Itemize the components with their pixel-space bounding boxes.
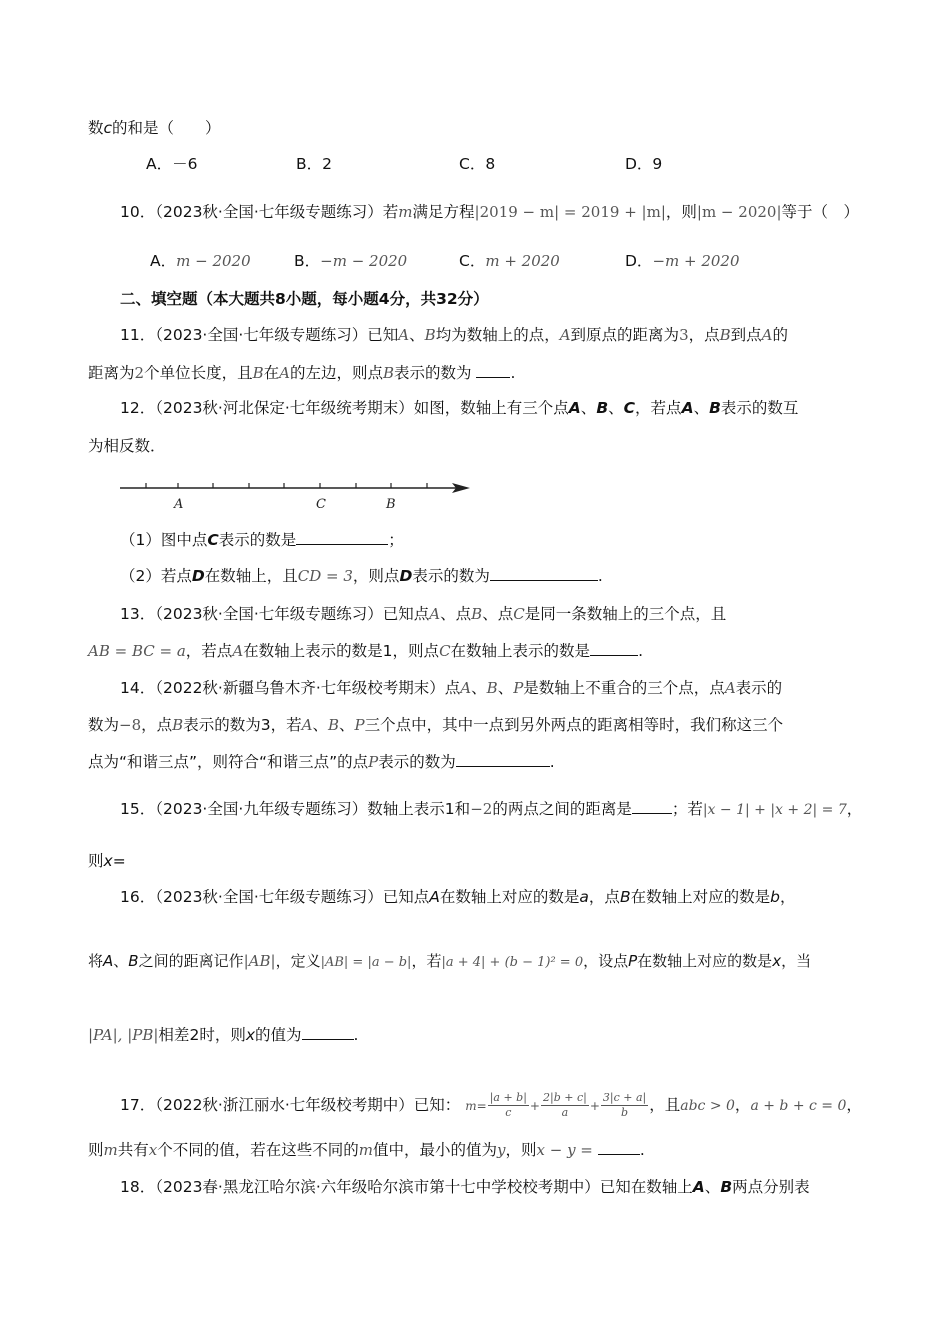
q10-option-b[interactable]: B．−m − 2020 [294,252,408,270]
q12-line-1: 12．（2023秋·河北保定·七年级统考期末）如图，数轴上有三个点A、B、C，若点A、B表示的数互 [120,399,799,417]
q16-line-1: 16．（2023秋·全国·七年级专题练习）已知点A在数轴上对应的数是a，点B在数轴上对应的数是b， [120,888,796,906]
q17-fraction-2: $\frac{2|b + c|}{a}$ [542,1091,587,1119]
q9-option-d[interactable]: D．9 [625,155,663,173]
q17-fraction-3: $\frac{3|c + a|}{b}$ [602,1091,647,1119]
q17-line-2: 则m共有x个不同的值，若在这些不同的m值中，最小的值为y，则x − y = . [88,1141,645,1159]
q14-line-3: 点为“和谐三点”，则符合“和谐三点”的点P表示的数为 . [88,753,555,771]
section-2-heading: 二、填空题（本大题共8小题，每小题4分，共32分） [120,290,489,308]
q13-answer-blank[interactable] [590,641,638,656]
q12-line-2: 为相反数． [88,437,166,455]
q14-answer-blank[interactable] [456,752,550,767]
q14-line-2: 数为−8，点B表示的数为3，若A、B、P三个点中，其中一点到另外两点的距离相等时，我们称这三个 [88,716,784,734]
figure-label-b: B [386,497,396,512]
q11-answer-blank[interactable] [476,363,510,378]
q9-option-b[interactable]: B．2 [296,155,332,173]
q15-equation: |x − 1| + |x + 2| = 7 [702,802,847,818]
q12-part-2-blank[interactable] [490,566,598,581]
q10-equation: |2019 − m| = 2019 + |m| [474,203,666,221]
q11-line-2: 距离为2个单位长度，且B在A的左边，则点B表示的数为 . [88,364,516,382]
q9-option-a[interactable]: A．－6 [146,155,198,173]
number-line-figure [116,476,476,516]
q17-line-1: 17．（2022秋·浙江丽水·七年级校考期中）已知： m= $\frac{|a + b|}{c}$ + $\frac{2|b + c|}{a}$ + $\frac{3|c + a|}{b}$ ，且abc > 0，a + b + c = 0， [120,1091,862,1119]
q10-expression: |m − 2020| [696,203,782,221]
number-line-ticks [146,483,427,488]
q14-line-1: 14．（2022秋·新疆乌鲁木齐·七年级校考期末）点A、B、P是数轴上不重合的三个点，点A表示的 [120,679,783,697]
q10-option-c[interactable]: C．m + 2020 [459,252,560,270]
q13-line-1: 13．（2023秋·全国·七年级专题练习）已知点A、点B、点C是同一条数轴上的三个点，且 [120,605,727,623]
q10-option-a[interactable]: A．m − 2020 [150,252,251,270]
q13-line-2: AB = BC = a，若点A在数轴上表示的数是1，则点C在数轴上表示的数是 . [88,642,643,660]
q9-option-c[interactable]: C．8 [459,155,496,173]
q10-stem: 10．（2023秋·全国·七年级专题练习）若m满足方程|2019 − m| = 2019 + |m|，则|m − 2020|等于（ ） [120,203,860,221]
q10-option-d[interactable]: D．−m + 2020 [625,252,740,270]
q18-line-1: 18．（2023春·黑龙江哈尔滨·六年级哈尔滨市第十七中学校校考期中）已知在数轴上A、B两点分别表 [120,1178,810,1196]
q17-answer-blank[interactable] [598,1140,640,1155]
q16-line-2: 将A、B之间的距离记作|AB|，定义|AB| = |a − b|，若|a + 4| + (b − 1)² = 0，设点P在数轴上对应的数是x，当 [88,952,812,970]
q12-part-2: （2）若点D在数轴上，且CD = 3，则点D表示的数为 . [120,567,603,585]
q17-fraction-1: $\frac{|a + b|}{c}$ [489,1091,527,1119]
q15-line-2: 则x= [88,852,126,870]
q16-line-3: |PA|, |PB|相差2时，则x的值为 . [88,1026,359,1044]
q11-line-1: 11．（2023·全国·七年级专题练习）已知A、B均为数轴上的点，A到原点的距离为3，点B到点A的 [120,326,789,344]
q15-distance-blank[interactable] [632,799,672,814]
figure-label-c: C [316,497,326,512]
q15-line-1: 15．（2023·全国·九年级专题练习）数轴上表示1和−2的两点之间的距离是 ；若|x − 1| + |x + 2| = 7， [120,800,863,818]
figure-label-a: A [174,497,184,512]
q12-part-1: （1）图中点C表示的数是 ； [120,531,404,549]
q12-part-1-blank[interactable] [296,530,388,545]
q9-tail: 数c的和是（ ） [88,119,221,137]
q16-answer-blank[interactable] [302,1025,354,1040]
